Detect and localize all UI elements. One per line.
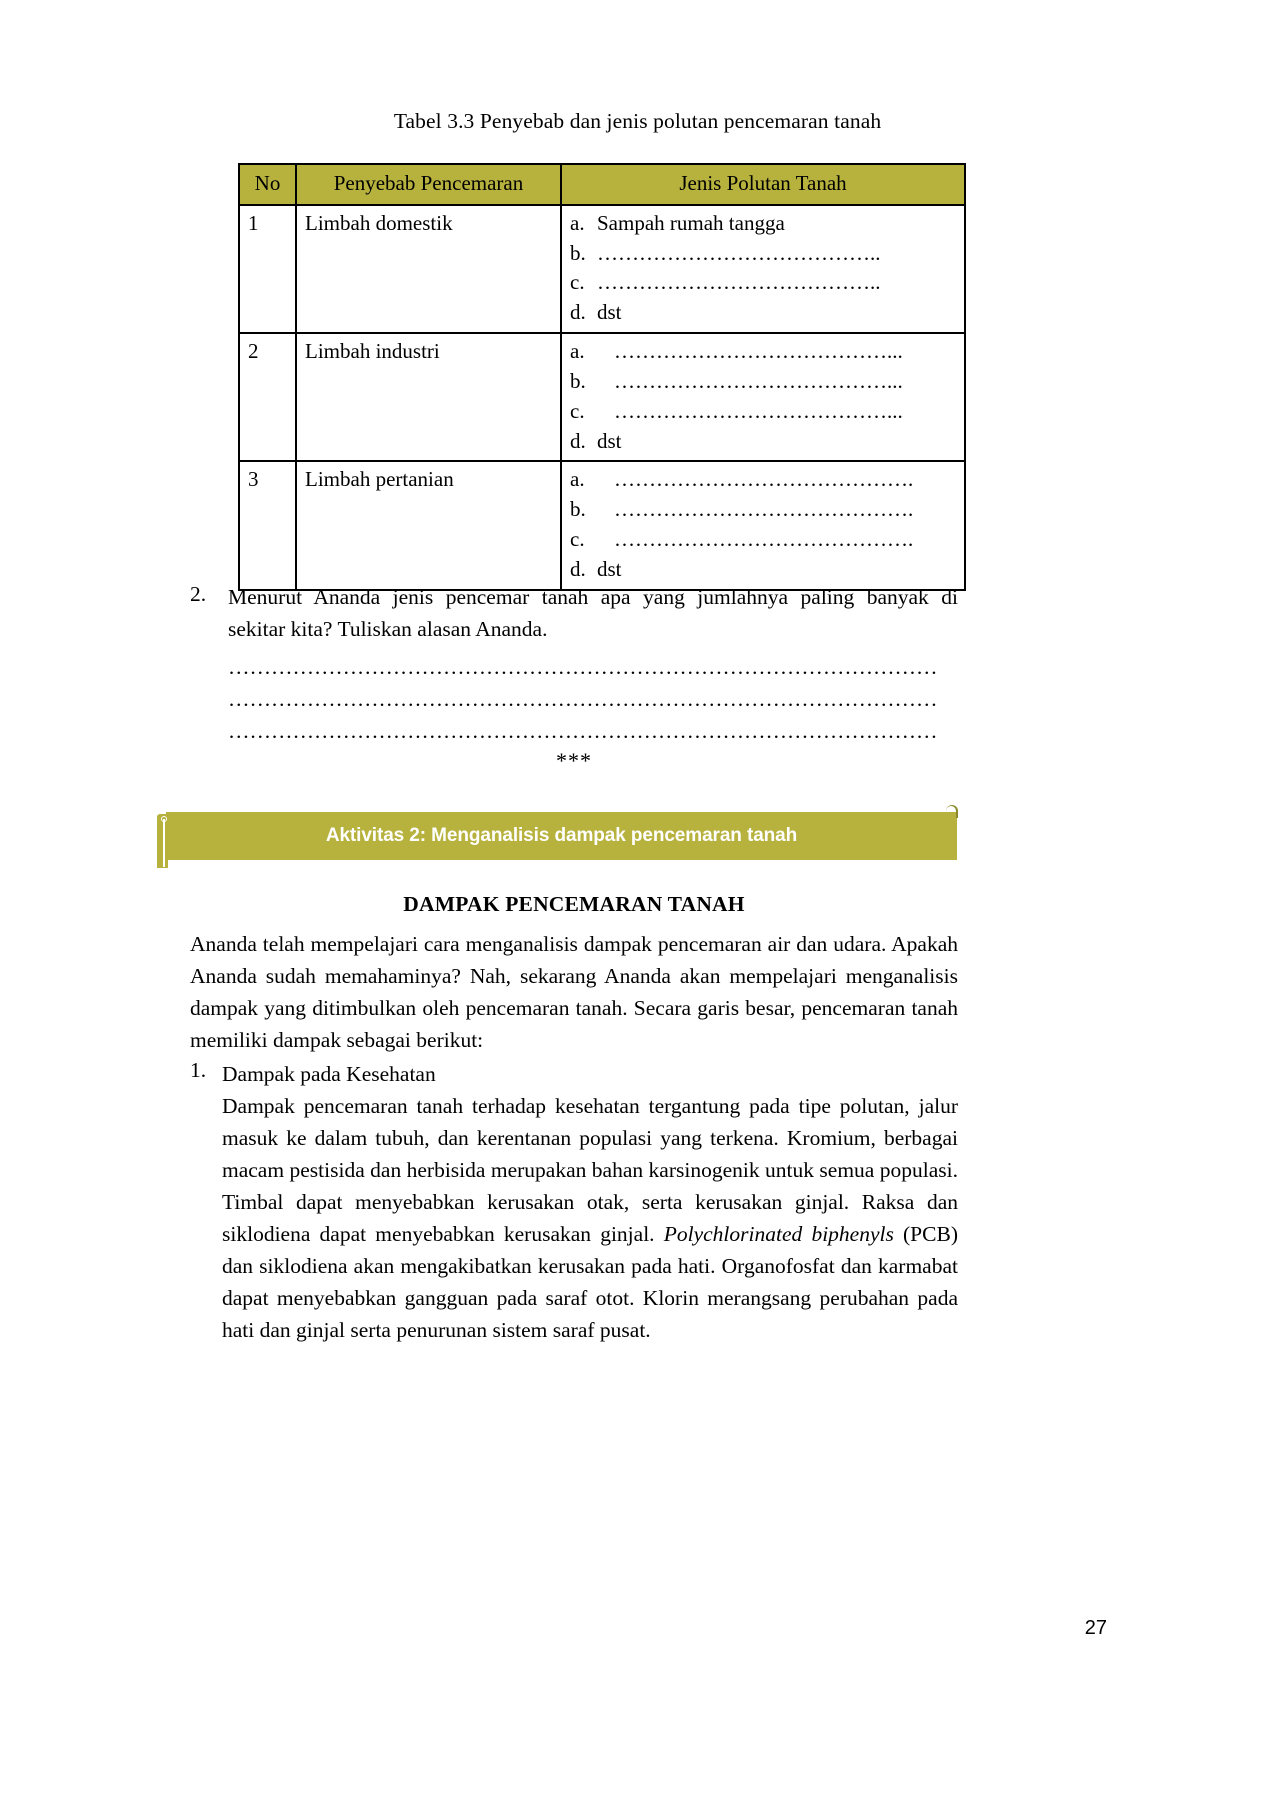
activity-banner — [157, 812, 957, 860]
list-value: ………………………………….. — [597, 240, 881, 265]
list-marker: a. — [570, 339, 585, 364]
cell-cause: Limbah pertanian — [296, 461, 561, 589]
item-content — [222, 1058, 958, 1346]
list-item — [570, 397, 956, 427]
list-marker: d. — [570, 556, 586, 581]
list-value: ……………………………………. — [614, 497, 914, 522]
banner-body — [166, 812, 957, 860]
answer-lines — [228, 652, 956, 748]
spacer — [588, 397, 614, 427]
list-marker: b. — [570, 497, 586, 522]
item-title: Dampak pada Kesehatan — [222, 1062, 436, 1087]
question-line-2: sekitar kita? Tuliskan alasan Ananda. — [228, 616, 548, 641]
answer-line[interactable]: ……………………………………………………………………………………… — [228, 686, 938, 711]
table-row — [239, 333, 965, 461]
list-item — [570, 268, 956, 298]
list-marker: b. — [570, 368, 586, 393]
list-marker: b. — [570, 240, 586, 265]
list-item — [570, 209, 956, 239]
cell-pollutants — [561, 461, 965, 589]
question-number: 2. — [190, 582, 207, 606]
list-marker: c. — [570, 398, 585, 423]
list-marker: d. — [570, 428, 586, 453]
pollution-table — [238, 163, 966, 591]
list-item — [570, 367, 956, 397]
item-paragraph-italic: Polychlorinated biphenyls — [663, 1222, 894, 1247]
list-marker: d. — [570, 300, 586, 325]
spacer — [588, 337, 614, 367]
intro-paragraph: Ananda telah mempelajari cara menganalisis dampak pencemaran air dan udara. Apakah Ananda sudah memahaminya? Nah, sekarang Ananda akan mempelajari menganalisis dampak yang ditimbulkan oleh pencemaran tanah. Secara garis besar, pencemaran tanah memiliki dampak sebagai berikut: — [190, 932, 958, 1053]
numbered-item — [190, 1058, 958, 1346]
cell-pollutants — [561, 333, 965, 461]
page-title: DAMPAK PENCEMARAN TANAH — [403, 892, 745, 916]
list-item — [570, 525, 956, 555]
list-item — [570, 495, 956, 525]
list-item — [570, 298, 956, 328]
cell-no: 1 — [239, 205, 296, 333]
pollutant-list — [570, 337, 956, 456]
banner-spine-line — [163, 819, 165, 867]
spacer — [588, 268, 597, 298]
list-value: dst — [597, 300, 622, 325]
list-item — [570, 337, 956, 367]
list-item — [570, 465, 956, 495]
cell-no: 2 — [239, 333, 296, 461]
list-value: ……………………………………. — [614, 467, 914, 492]
body-content — [190, 928, 958, 1346]
banner-spine — [157, 814, 168, 868]
cell-no: 3 — [239, 461, 296, 589]
list-value: ………………………………….. — [597, 270, 881, 295]
list-marker: c. — [570, 526, 585, 551]
table-row — [239, 205, 965, 333]
table-header-row — [239, 164, 965, 205]
question-text — [228, 582, 958, 646]
column-header-cause: Penyebab Pencemaran — [296, 164, 561, 205]
spacer — [588, 525, 614, 555]
spacer — [588, 495, 614, 525]
pollutant-list — [570, 465, 956, 584]
table-body — [239, 205, 965, 590]
column-header-pollutant: Jenis Polutan Tanah — [561, 164, 965, 205]
table-head — [239, 164, 965, 205]
list-item — [570, 239, 956, 269]
list-value: …………………………………... — [614, 398, 903, 423]
list-marker: a. — [570, 210, 585, 235]
list-value: dst — [597, 428, 622, 453]
list-marker: c. — [570, 270, 585, 295]
question-line-1: Menurut Ananda jenis pencemar tanah apa yang jumlahnya paling banyak di — [228, 585, 958, 609]
answer-line[interactable]: ……………………………………………………………………………………… — [228, 718, 938, 743]
activity-banner-label: Aktivitas 2: Menganalisis dampak pencemaran tanah — [325, 825, 798, 846]
spacer — [588, 209, 597, 239]
answer-line[interactable]: ……………………………………………………………………………………… — [228, 654, 938, 679]
table-caption: Tabel 3.3 Penyebab dan jenis polutan pencemaran tanah — [393, 109, 882, 133]
table-row — [239, 461, 965, 589]
list-value: dst — [597, 556, 622, 581]
list-value: …………………………………... — [614, 339, 903, 364]
list-item — [570, 555, 956, 585]
list-value: …………………………………... — [614, 368, 903, 393]
banner-spine-dot-icon — [161, 816, 167, 822]
cell-cause: Limbah domestik — [296, 205, 561, 333]
pollutant-list — [570, 209, 956, 328]
cell-cause: Limbah industri — [296, 333, 561, 461]
list-marker: a. — [570, 467, 585, 492]
cell-pollutants — [561, 205, 965, 333]
list-value: Sampah rumah tangga — [597, 210, 785, 235]
item-paragraph — [222, 1090, 958, 1346]
question-row — [190, 582, 958, 646]
list-value: ……………………………………. — [614, 526, 914, 551]
spacer — [588, 239, 597, 269]
column-header-no: No — [239, 164, 296, 205]
spacer — [588, 555, 597, 585]
question-block — [190, 582, 958, 748]
spacer — [588, 465, 614, 495]
spacer — [588, 367, 614, 397]
item-number: 1. — [190, 1058, 207, 1083]
item-paragraph-part-2: (PCB) dan siklodiena akan mengakibatkan kerusakan pada hati. Organofosfat dan karmabat dapat menyebabkan gangguan pada saraf otot. Klorin merangsang perubahan pada hati dan ginjal serta penurunan sistem saraf pusat. — [222, 1222, 958, 1343]
section-divider: *** — [556, 748, 592, 773]
spacer — [588, 427, 597, 457]
list-item — [570, 427, 956, 457]
page-number: 27 — [1084, 1617, 1107, 1639]
item-paragraph-part-1: Dampak pencemaran tanah terhadap kesehatan tergantung pada tipe polutan, jalur masuk ke dalam tubuh, dan kerentanan populasi yang terkena. Kromium, berbagai macam pestisida dan herbisida merupakan bahan karsinogenik untuk semua populasi. Timbal dapat menyebabkan kerusakan otak, serta kerusakan ginjal. Raksa dan siklodiena dapat menyebabkan kerusakan ginjal. — [222, 1094, 958, 1247]
spacer — [588, 298, 597, 328]
